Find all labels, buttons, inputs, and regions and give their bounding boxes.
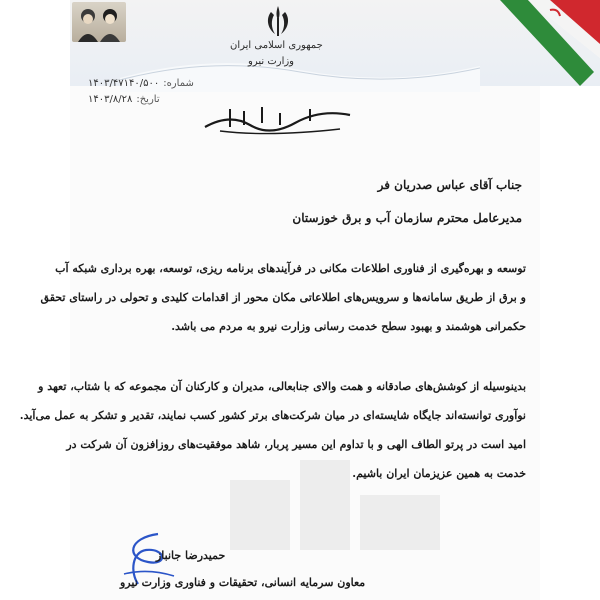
signatory-title: معاون سرمایه انسانی، تحقیقات و فناوری وزارت نیرو (120, 576, 366, 589)
iran-emblem-icon (263, 4, 293, 38)
letter-number: شماره:۱۴۰۳/۴۷۱۴۰/۵۰۰ (88, 78, 194, 89)
recipient-name: جناب آقای عباس صدریان فر (377, 178, 522, 192)
recipient-title: مدیرعامل محترم سازمان آب و برق خوزستان (292, 211, 522, 225)
letter-paragraph-2 (20, 372, 526, 488)
paragraph-line: امید است در پرتو الطاف الهی و با تداوم این مسیر پربار، شاهد موفقیت‌های روزافزون آن شرکت در (66, 438, 526, 451)
paragraph-line: حکمرانی هوشمند و بهبود سطح خدمت رسانی وزارت نیرو به مردم می باشد. (171, 320, 526, 333)
leaders-portrait-icon (72, 2, 126, 42)
signatory-name: حمیدرضا جانباز (156, 549, 226, 562)
paragraph-line: نوآوری توانسته‌اند جایگاه شایسته‌ای در میان شرکت‌های برتر کشور کسب نمایند، تقدیر و تشکر به عمل می‌آید. (19, 409, 526, 422)
paragraph-line: توسعه و بهره‌گیری از فناوری اطلاعات مکانی در فرآیندهای برنامه ریزی، توسعه، بهره برداری شبکه آب (55, 262, 526, 275)
bismillah-calligraphy-icon (200, 103, 360, 137)
letter-date: تاریخ:۱۴۰۳/۸/۲۸ (88, 94, 160, 105)
iran-flag-icon (490, 0, 600, 95)
paragraph-line: و برق از طریق سامانه‌ها و سرویس‌های اطلاعاتی مکان محور از اقدامات کلیدی و تحولی در راستای تحقق (40, 291, 526, 304)
letter-paragraph-1 (41, 254, 526, 341)
paragraph-line: بدینوسیله از کوشش‌های صادقانه و همت والای جنابعالی، مدیران و کارکنان آن مجموعه که با شتاب، تعهد و (38, 380, 526, 393)
country-name: جمهوری اسلامی ایران (230, 40, 323, 51)
paragraph-line: خدمت به همین عزیزمان ایران باشیم. (352, 467, 526, 480)
ministry-name: وزارت نیرو (248, 56, 295, 67)
